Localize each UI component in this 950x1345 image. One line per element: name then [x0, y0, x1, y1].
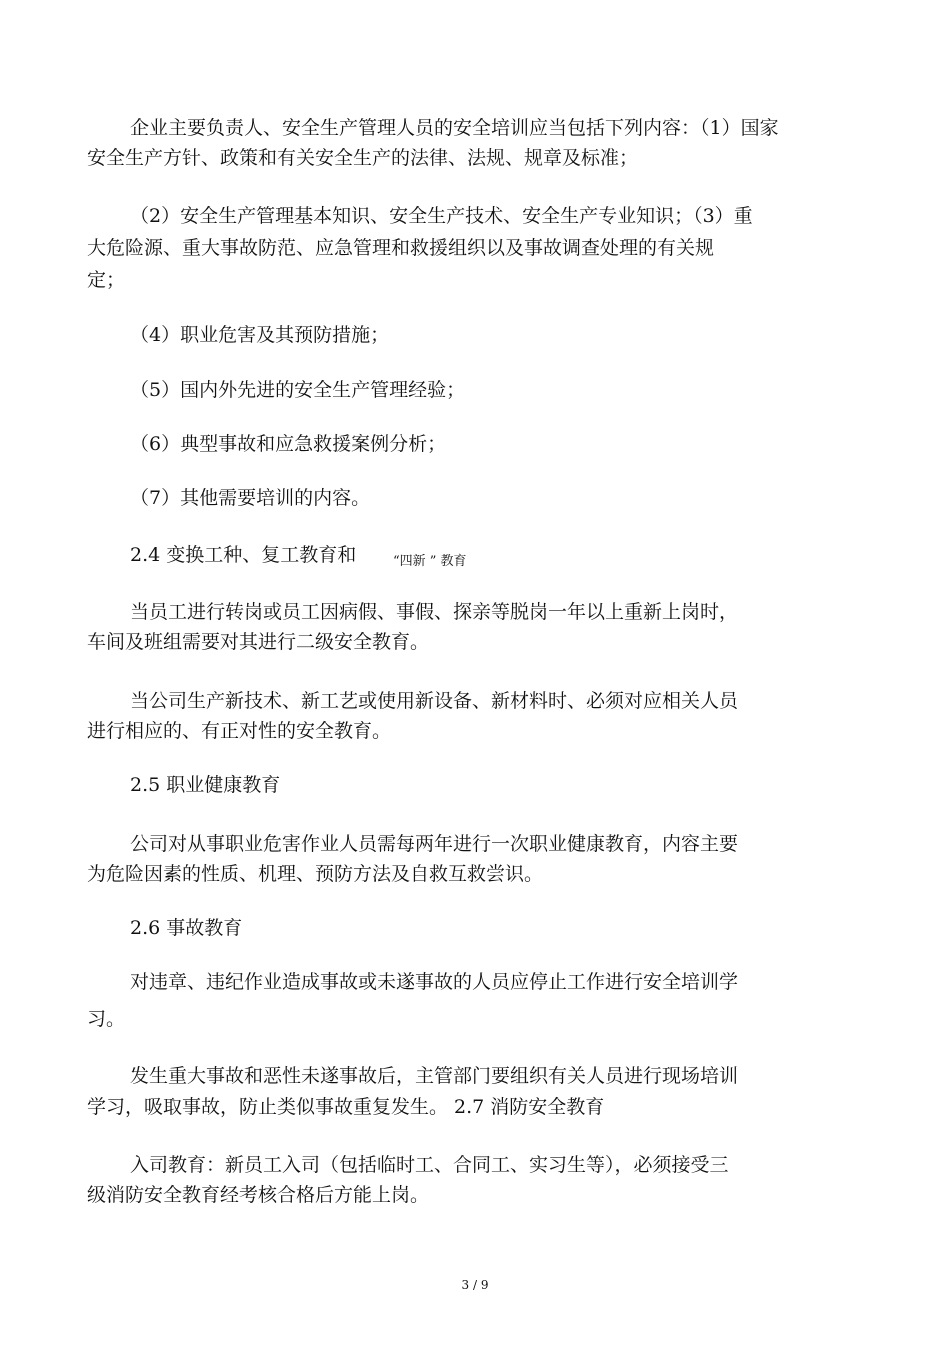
list-item: （4）职业危害及其预防措施；	[130, 324, 390, 346]
paragraph-line: 安全生产方针、政策和有关安全生产的法律、法规、规章及标准；	[87, 147, 639, 169]
list-item: （6）典型事故和应急救援案例分析；	[130, 433, 447, 455]
list-item: （5）国内外先进的安全生产管理经验；	[130, 379, 466, 401]
paragraph-line: 级消防安全教育经考核合格后方能上岗。	[87, 1184, 430, 1206]
paragraph-line: 车间及班组需要对其进行二级安全教育。	[87, 631, 430, 653]
paragraph-line: 学习，吸取事故，防止类似事故重复发生。 2.7 消防安全教育	[87, 1096, 605, 1118]
paragraph-line: 习。	[87, 1008, 126, 1030]
section-heading: 2.6 事故教育	[130, 917, 243, 939]
paragraph-line: 企业主要负责人、安全生产管理人员的安全培训应当包括下列内容：（1）国家	[130, 117, 779, 139]
section-heading: 2.4 变换工种、复工教育和	[130, 544, 357, 566]
paragraph-line: （2）安全生产管理基本知识、安全生产技术、安全生产专业知识；（3）重	[130, 205, 753, 227]
paragraph-line: 定；	[87, 269, 126, 291]
section-heading-tail: “四新 ” 教育	[393, 554, 467, 569]
paragraph-line: 为危险因素的性质、机理、预防方法及自救互救尝识。	[87, 863, 544, 885]
paragraph-line: 发生重大事故和恶性未遂事故后，主管部门要组织有关人员进行现场培训	[130, 1065, 739, 1087]
section-heading: 2.5 职业健康教育	[130, 774, 281, 796]
paragraph-line: 当员工进行转岗或员工因病假、事假、探亲等脱岗一年以上重新上岗时，	[130, 601, 739, 623]
paragraph-line: 当公司生产新技术、新工艺或使用新设备、新材料时、必须对应相关人员	[130, 690, 739, 712]
paragraph-line: 大危险源、重大事故防范、应急管理和救援组织以及事故调查处理的有关规	[87, 237, 715, 259]
paragraph-line: 公司对从事职业危害作业人员需每两年进行一次职业健康教育，内容主要	[130, 833, 739, 855]
paragraph-line: 入司教育：新员工入司（包括临时工、合同工、实习生等），必须接受三	[130, 1154, 729, 1176]
paragraph-line: 进行相应的、有正对性的安全教育。	[87, 720, 392, 742]
page-number: 3 / 9	[461, 1278, 489, 1292]
list-item: （7）其他需要培训的内容。	[130, 487, 371, 509]
paragraph-line: 对违章、违纪作业造成事故或未遂事故的人员应停止工作进行安全培训学	[130, 971, 739, 993]
